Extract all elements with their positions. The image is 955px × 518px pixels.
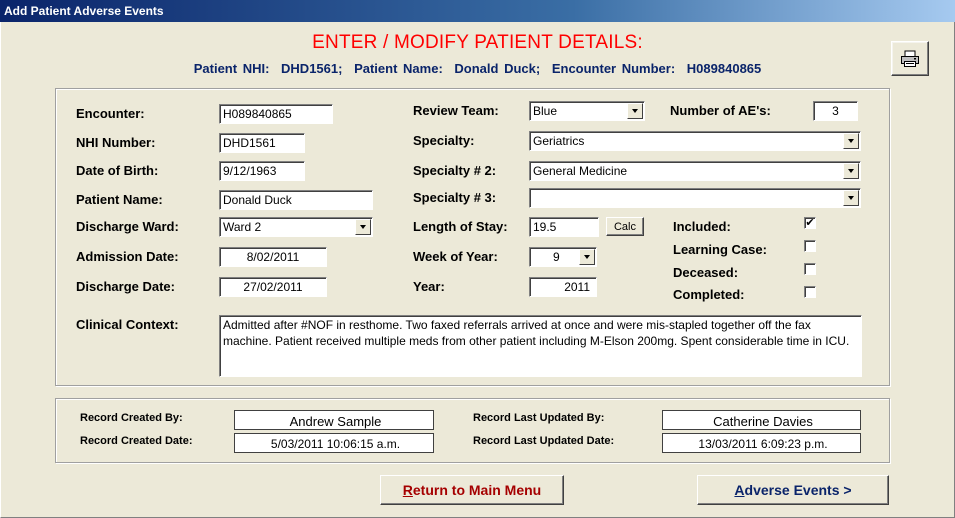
specialty2-label: Specialty # 2: [413, 163, 497, 178]
created-date-label: Record Created Date: [80, 435, 193, 447]
specialty3-label: Specialty # 3: [413, 190, 497, 205]
included-label: Included: [673, 219, 731, 234]
review-team-select[interactable] [529, 101, 645, 121]
year-field[interactable]: 2011 [529, 277, 597, 297]
discharge-ward-label: Discharge Ward: [76, 219, 179, 234]
clinical-context-textarea[interactable]: Admitted after #NOF in resthome. Two faxed referrals arrived at once and were mis-stapled together off the fax machine. Patient received multiple meds from other patient including M-Elson 200mg. Spent considerable time in ICU. [219, 315, 862, 377]
patient-summary [0, 61, 955, 76]
return-button-mnemonic: R [402, 482, 413, 498]
window-title: Add Patient Adverse Events [4, 4, 164, 18]
specialty-value: Geriatrics [533, 134, 585, 148]
summary-encounter: H089840865 [686, 61, 762, 76]
return-to-main-menu-button[interactable] [380, 475, 564, 505]
specialty-select[interactable] [529, 131, 861, 151]
year-label: Year: [413, 279, 445, 294]
adverse-button-mnemonic: A [734, 482, 745, 498]
patient-name-field[interactable]: Donald Duck [219, 190, 373, 210]
summary-nhi: DHD1561; [281, 61, 343, 76]
length-of-stay-label: Length of Stay: [413, 219, 508, 234]
specialty2-select[interactable] [529, 161, 861, 181]
created-by-label: Record Created By: [80, 412, 183, 424]
clinical-context-label: Clinical Context: [76, 317, 179, 332]
review-team-value: Blue [533, 104, 558, 118]
completed-label: Completed: [673, 287, 745, 302]
updated-by-field: Catherine Davies [662, 410, 861, 430]
chevron-down-icon[interactable] [843, 133, 859, 149]
audit-panel [55, 398, 890, 463]
chevron-down-icon[interactable] [579, 249, 595, 265]
updated-date-label: Record Last Updated Date: [473, 435, 615, 447]
created-date-field: 5/03/2011 10:06:15 a.m. [234, 433, 434, 453]
admission-date-field[interactable]: 8/02/2011 [219, 247, 327, 267]
dob-label: Date of Birth: [76, 163, 159, 178]
review-team-label: Review Team: [413, 103, 499, 118]
deceased-label: Deceased: [673, 265, 739, 280]
length-of-stay-field[interactable]: 19.5 [529, 217, 599, 237]
discharge-ward-select[interactable] [219, 217, 373, 237]
created-by-field: Andrew Sample [234, 410, 434, 430]
summary-encounter-label: Encounter Number: [551, 61, 676, 76]
return-button-label: eturn to Main Menu [412, 482, 542, 498]
discharge-ward-value: Ward 2 [223, 220, 262, 234]
adverse-events-button[interactable] [697, 475, 889, 505]
summary-name: Donald Duck; [454, 61, 541, 76]
adverse-button-label: dverse Events > [744, 482, 852, 498]
chevron-down-icon[interactable] [843, 190, 859, 206]
completed-checkbox[interactable] [804, 286, 816, 298]
window-titlebar [0, 0, 955, 22]
patient-name-label: Patient Name: [76, 192, 163, 207]
included-checkbox[interactable]: ✔ [805, 217, 815, 229]
updated-by-label: Record Last Updated By: [473, 412, 605, 424]
calc-button[interactable]: Calc [606, 217, 644, 236]
admission-date-label: Admission Date: [76, 249, 179, 264]
discharge-date-label: Discharge Date: [76, 279, 175, 294]
specialty-label: Specialty: [413, 133, 475, 148]
discharge-date-field[interactable]: 27/02/2011 [219, 277, 327, 297]
nhi-label: NHI Number: [76, 135, 156, 150]
encounter-label: Encounter: [76, 106, 145, 121]
dob-field[interactable]: 9/12/1963 [219, 161, 305, 181]
deceased-checkbox[interactable] [804, 263, 816, 275]
chevron-down-icon[interactable] [627, 103, 643, 119]
week-of-year-select[interactable] [529, 247, 597, 267]
page-title: ENTER / MODIFY PATIENT DETAILS: [312, 32, 643, 53]
num-aes-field[interactable]: 3 [813, 101, 858, 121]
learning-case-label: Learning Case: [673, 242, 767, 257]
chevron-down-icon[interactable] [843, 163, 859, 179]
printer-icon [900, 50, 920, 68]
week-of-year-value: 9 [553, 250, 560, 264]
updated-date-field: 13/03/2011 6:09:23 p.m. [662, 433, 861, 453]
num-aes-label: Number of AE's: [670, 103, 771, 118]
chevron-down-icon[interactable] [355, 219, 371, 235]
summary-nhi-label: Patient NHI: [193, 61, 270, 76]
encounter-field[interactable]: H089840865 [219, 104, 333, 124]
nhi-field[interactable]: DHD1561 [219, 133, 305, 153]
learning-case-checkbox[interactable] [804, 240, 816, 252]
print-button[interactable] [891, 41, 929, 76]
specialty3-select[interactable] [529, 188, 861, 208]
specialty2-value: General Medicine [533, 164, 628, 178]
summary-name-label: Patient Name: [354, 61, 443, 76]
week-of-year-label: Week of Year: [413, 249, 498, 264]
